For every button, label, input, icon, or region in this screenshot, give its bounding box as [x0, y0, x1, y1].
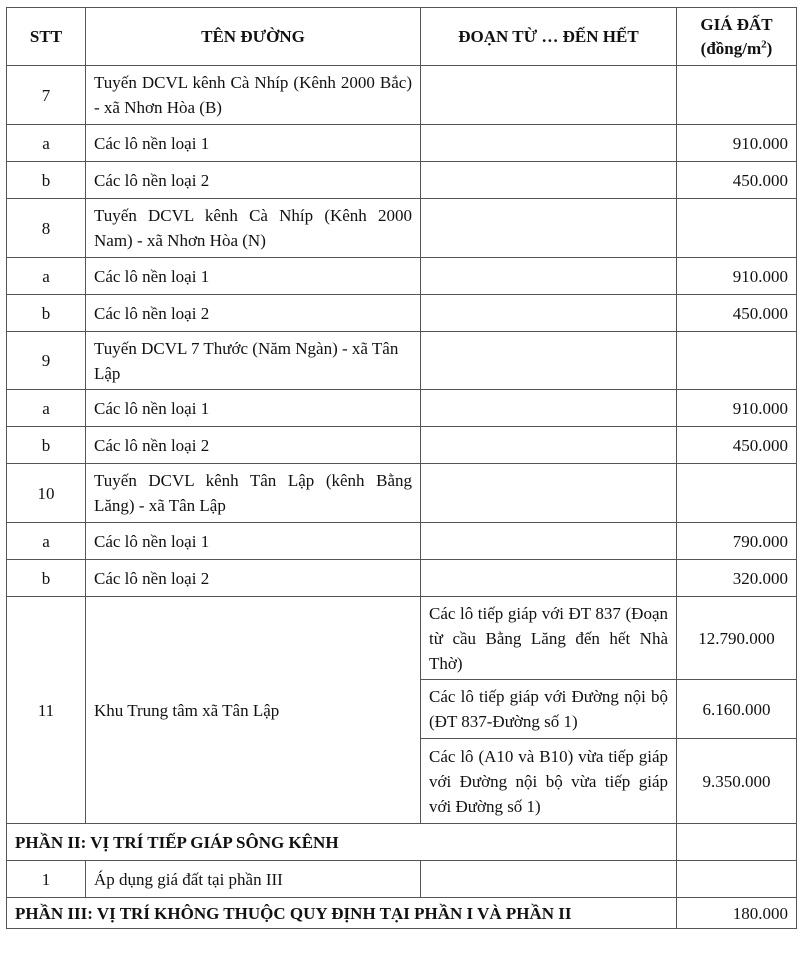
road-name-cell: Áp dụng giá đất tại phần III: [86, 861, 421, 898]
road-name-cell: Các lô nền loại 1: [86, 390, 421, 427]
table-row: [7, 66, 797, 125]
price-cell: 180.000: [677, 898, 797, 929]
table-row: [7, 162, 797, 199]
section-row-part2: [7, 824, 797, 861]
header-road-name: TÊN ĐƯỜNG: [86, 8, 421, 66]
stt-cell: b: [7, 427, 86, 464]
header-row: [7, 8, 797, 66]
segment-cell: Các lô tiếp giáp với Đường nội bộ (ĐT 837-Đường số 1): [421, 680, 677, 739]
road-name-cell: Tuyến DCVL kênh Cà Nhíp (Kênh 2000 Bắc) - xã Nhơn Hòa (B): [86, 66, 421, 125]
stt-cell: 7: [7, 66, 86, 125]
road-name-cell: Các lô nền loại 2: [86, 427, 421, 464]
price-cell: 910.000: [677, 125, 797, 162]
segment-cell: [421, 295, 677, 332]
segment-cell: [421, 125, 677, 162]
table-row: [7, 295, 797, 332]
table-row-group11: [7, 597, 797, 680]
road-name-cell: Khu Trung tâm xã Tân Lập: [86, 597, 421, 824]
price-cell: 790.000: [677, 523, 797, 560]
stt-cell: 1: [7, 861, 86, 898]
segment-cell: [421, 162, 677, 199]
price-cell: 9.350.000: [677, 739, 797, 824]
table-row: [7, 125, 797, 162]
segment-cell: [421, 390, 677, 427]
road-name-cell: Các lô nền loại 1: [86, 125, 421, 162]
road-name-cell: Các lô nền loại 1: [86, 523, 421, 560]
table-row: [7, 560, 797, 597]
segment-cell: [421, 523, 677, 560]
price-cell: 450.000: [677, 427, 797, 464]
section-row-part3: [7, 898, 797, 929]
header-price: [677, 8, 797, 66]
stt-cell: 11: [7, 597, 86, 824]
road-name-cell: Tuyến DCVL kênh Cà Nhíp (Kênh 2000 Nam) - xã Nhơn Hòa (N): [86, 199, 421, 258]
price-cell: 910.000: [677, 258, 797, 295]
stt-cell: 8: [7, 199, 86, 258]
table-row: [7, 199, 797, 258]
road-name-cell: Tuyến DCVL 7 Thước (Năm Ngàn) - xã Tân Lập: [86, 332, 421, 390]
price-cell: 320.000: [677, 560, 797, 597]
segment-cell: [421, 861, 677, 898]
segment-cell: Các lô (A10 và B10) vừa tiếp giáp với Đường nội bộ vừa tiếp giáp với Đường số 1): [421, 739, 677, 824]
road-name-cell: Tuyến DCVL kênh Tân Lập (kênh Bằng Lăng) - xã Tân Lập: [86, 464, 421, 523]
price-cell: 12.790.000: [677, 597, 797, 680]
price-cell: [677, 199, 797, 258]
segment-cell: [421, 258, 677, 295]
road-name-cell: Các lô nền loại 2: [86, 295, 421, 332]
road-name-cell: Các lô nền loại 2: [86, 560, 421, 597]
stt-cell: a: [7, 390, 86, 427]
table-row: [7, 464, 797, 523]
price-cell: [677, 824, 797, 861]
section-title-part2: PHẦN II: VỊ TRÍ TIẾP GIÁP SÔNG KÊNH: [7, 824, 677, 861]
stt-cell: b: [7, 560, 86, 597]
price-cell: 6.160.000: [677, 680, 797, 739]
segment-cell: [421, 464, 677, 523]
table-row: [7, 523, 797, 560]
unit-close: ): [766, 38, 773, 58]
header-stt: STT: [7, 8, 86, 66]
price-cell: [677, 464, 797, 523]
price-cell: 910.000: [677, 390, 797, 427]
table-row: [7, 258, 797, 295]
segment-cell: [421, 560, 677, 597]
segment-cell: Các lô tiếp giáp với ĐT 837 (Đoạn từ cầu Bằng Lăng đến hết Nhà Thờ): [421, 597, 677, 680]
header-price-line1: GIÁ ĐẤT: [700, 14, 773, 34]
stt-cell: b: [7, 295, 86, 332]
price-cell: [677, 861, 797, 898]
stt-cell: a: [7, 523, 86, 560]
price-cell: 450.000: [677, 162, 797, 199]
table-row: [7, 427, 797, 464]
section-title-part3: PHẦN III: VỊ TRÍ KHÔNG THUỘC QUY ĐỊNH TẠI PHẦN I VÀ PHẦN II: [7, 898, 677, 929]
stt-cell: a: [7, 125, 86, 162]
unit-text: (đồng/m: [700, 38, 762, 58]
segment-cell: [421, 427, 677, 464]
stt-cell: 10: [7, 464, 86, 523]
land-price-table: [6, 7, 797, 929]
segment-cell: [421, 332, 677, 390]
segment-cell: [421, 199, 677, 258]
price-cell: 450.000: [677, 295, 797, 332]
stt-cell: b: [7, 162, 86, 199]
header-segment: ĐOẠN TỪ … ĐẾN HẾT: [421, 8, 677, 66]
price-cell: [677, 66, 797, 125]
road-name-cell: Các lô nền loại 1: [86, 258, 421, 295]
unit-superscript: 2: [761, 37, 767, 50]
table-row: [7, 861, 797, 898]
stt-cell: 9: [7, 332, 86, 390]
price-cell: [677, 332, 797, 390]
segment-cell: [421, 66, 677, 125]
header-price-unit: [685, 37, 788, 61]
table-row: [7, 390, 797, 427]
road-name-cell: Các lô nền loại 2: [86, 162, 421, 199]
stt-cell: a: [7, 258, 86, 295]
table-row: [7, 332, 797, 390]
